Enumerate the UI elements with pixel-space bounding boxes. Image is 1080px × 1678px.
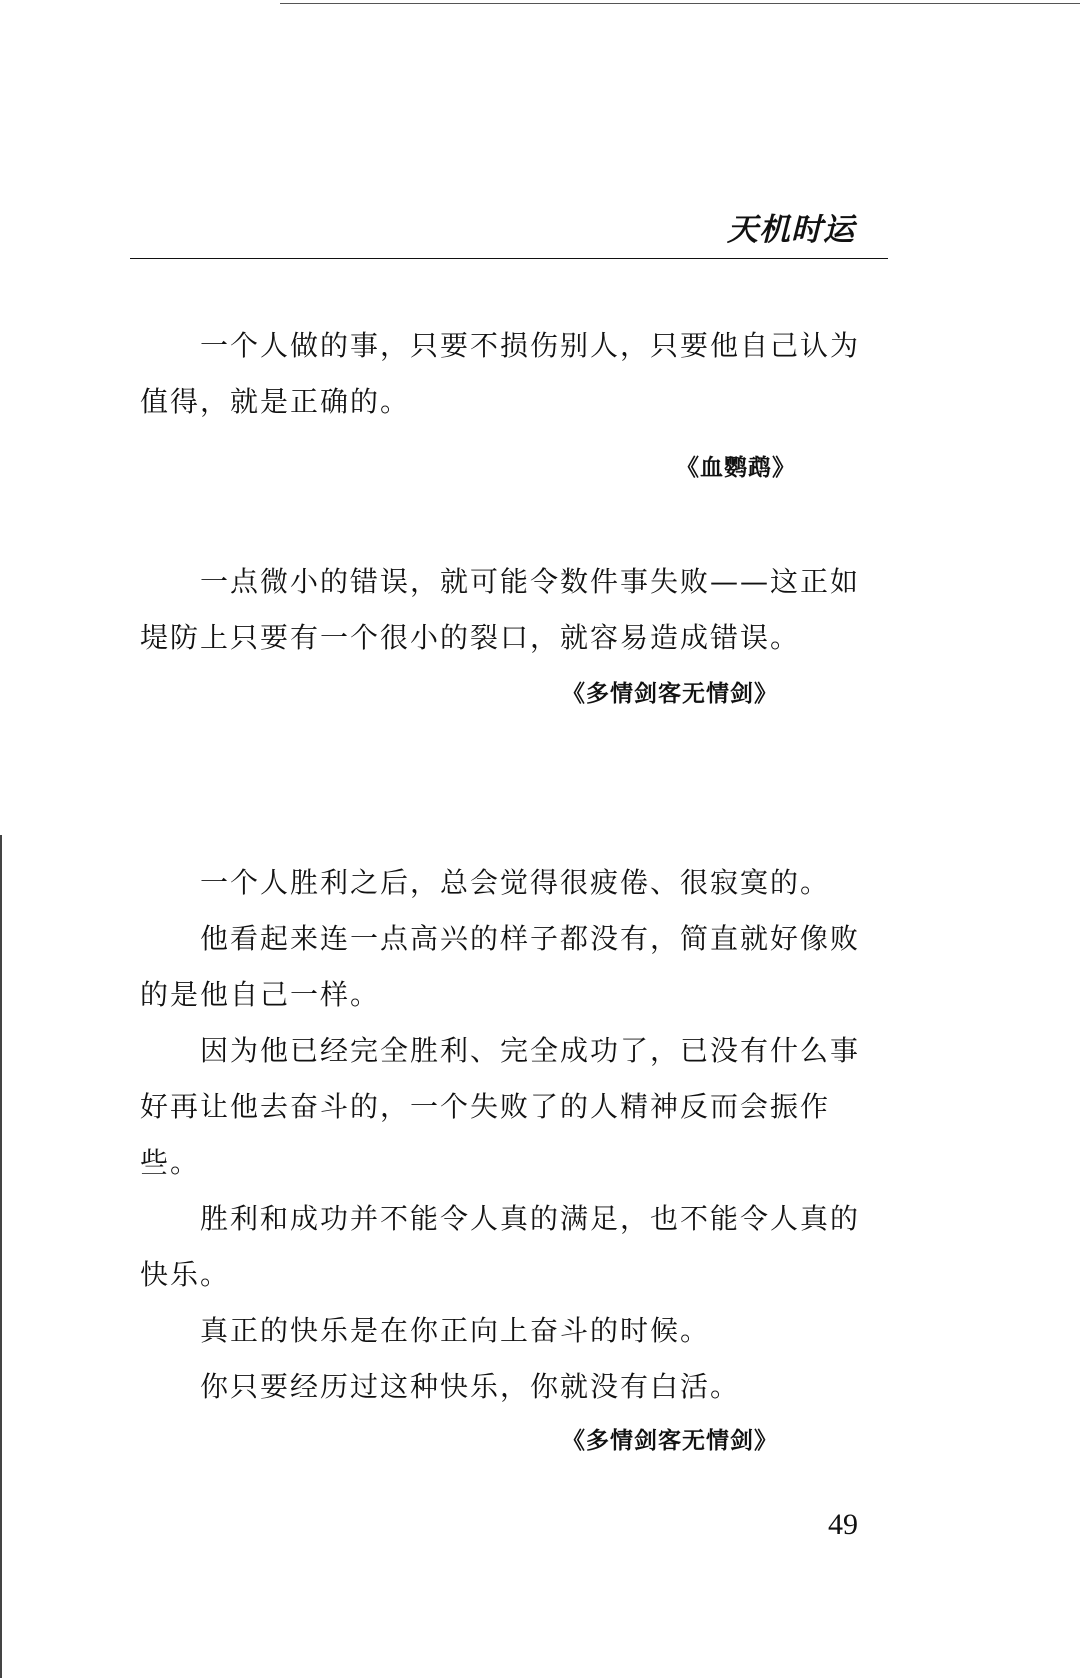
quote-3-source: 《多情剑客无情剑》 [562,1427,778,1454]
quote-3-paragraph-6: 你只要经历过这种快乐，你就没有白活。 [200,1370,741,1403]
quote-1-source: 《血鹦鹉》 [676,454,796,481]
quote-2-paragraph-1: 一点微小的错误，就可能令数件事失败——这正如堤防上只要有一个很小的裂口，就容易造成错误。 [140,565,861,654]
page-number: 49 [828,1508,858,1541]
quote-3-paragraph-4: 胜利和成功并不能令人真的满足，也不能令人真的快乐。 [140,1202,861,1291]
quote-3-paragraph-5: 真正的快乐是在你正向上奋斗的时候。 [200,1314,711,1347]
scan-margin-line [0,835,2,1678]
quote-3-paragraph-2: 他看起来连一点高兴的样子都没有，简直就好像败的是他自己一样。 [140,922,861,1011]
quote-block-1 [140,318,888,490]
top-edge-rule [280,3,1080,4]
quote-3-paragraph-3: 因为他已经完全胜利、完全成功了，已没有什么事好再让他去奋斗的，一个失败了的人精神反而会振作些。 [140,1034,861,1179]
running-header-title: 天机时运 [727,212,855,248]
header-rule [130,258,888,259]
quote-3-paragraph-1: 一个人胜利之后，总会觉得很疲倦、很寂寞的。 [200,866,831,899]
quote-1-paragraph-1: 一个人做的事，只要不损伤别人，只要他自己认为值得，就是正确的。 [140,329,861,418]
quote-2-source: 《多情剑客无情剑》 [562,680,778,707]
quote-block-3 [140,855,888,1463]
quote-block-2 [140,554,888,716]
